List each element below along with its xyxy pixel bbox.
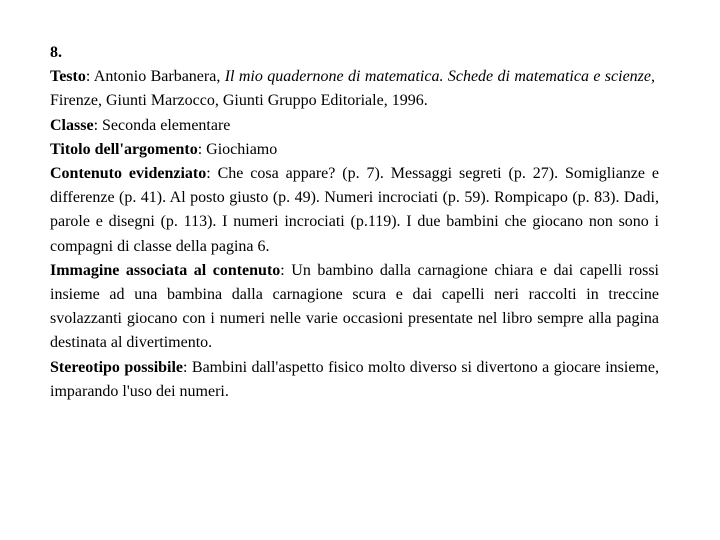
immagine-paragraph bbox=[50, 259, 659, 356]
stereotipo-separator: : bbox=[183, 358, 192, 376]
immagine-label: Immagine associata al contenuto bbox=[50, 261, 281, 279]
testo-paragraph bbox=[50, 65, 659, 113]
document-body bbox=[50, 41, 659, 404]
contenuto-paragraph bbox=[50, 162, 659, 259]
testo-author: Antonio Barbanera, bbox=[93, 68, 221, 86]
entry-number-text: 8. bbox=[50, 44, 62, 61]
testo-publication: Firenze, Giunti Marzocco, Giunti Gruppo Editoriale, 1996. bbox=[50, 92, 428, 110]
testo-separator: : bbox=[85, 68, 94, 86]
stereotipo-value: Bambini dall'aspetto fisico molto diverso si divertono a giocare insieme, imparando l'uso dei numeri. bbox=[50, 358, 659, 400]
classe-paragraph bbox=[50, 114, 659, 138]
titolo-value: Giochiamo bbox=[206, 140, 278, 158]
contenuto-separator: : bbox=[206, 165, 218, 183]
testo-book-title: Il mio quadernone di matematica. Schede di matematica e scienze, bbox=[224, 68, 656, 86]
immagine-value: Un bambino dalla carnagione chiara e dai capelli rossi insieme ad una bambina dalla carnagione scura e dai capelli neri raccolti in treccine svolazzanti giocano con i numeri nelle varie occasioni presentate nel libro sempre alla pagina destinata al divertimento. bbox=[50, 261, 659, 352]
titolo-paragraph bbox=[50, 138, 659, 162]
contenuto-value: Che cosa appare? (p. 7). Messaggi segreti (p. 27). Somiglianze e differenze (p. 41). Al posto giusto (p. 49). Numeri incrociati (p. 59). Rompicapo (p. 83). Dadi, parole e disegni (p. 113). I numeri incrociati (p.119). I due bambini che giocano non sono i compagni di classe della pagina 6. bbox=[50, 165, 660, 255]
titolo-label: Titolo dell'argomento bbox=[50, 140, 198, 158]
titolo-separator: : bbox=[197, 140, 207, 158]
classe-separator: : bbox=[93, 116, 103, 134]
entry-number bbox=[50, 41, 659, 65]
classe-label: Classe bbox=[50, 116, 94, 134]
testo-label: Testo bbox=[50, 68, 86, 86]
classe-value: Seconda elementare bbox=[102, 116, 231, 134]
stereotipo-label: Stereotipo possibile bbox=[50, 358, 184, 376]
contenuto-label: Contenuto evidenziato bbox=[50, 165, 207, 183]
immagine-separator: : bbox=[280, 261, 292, 279]
stereotipo-paragraph bbox=[50, 356, 659, 404]
